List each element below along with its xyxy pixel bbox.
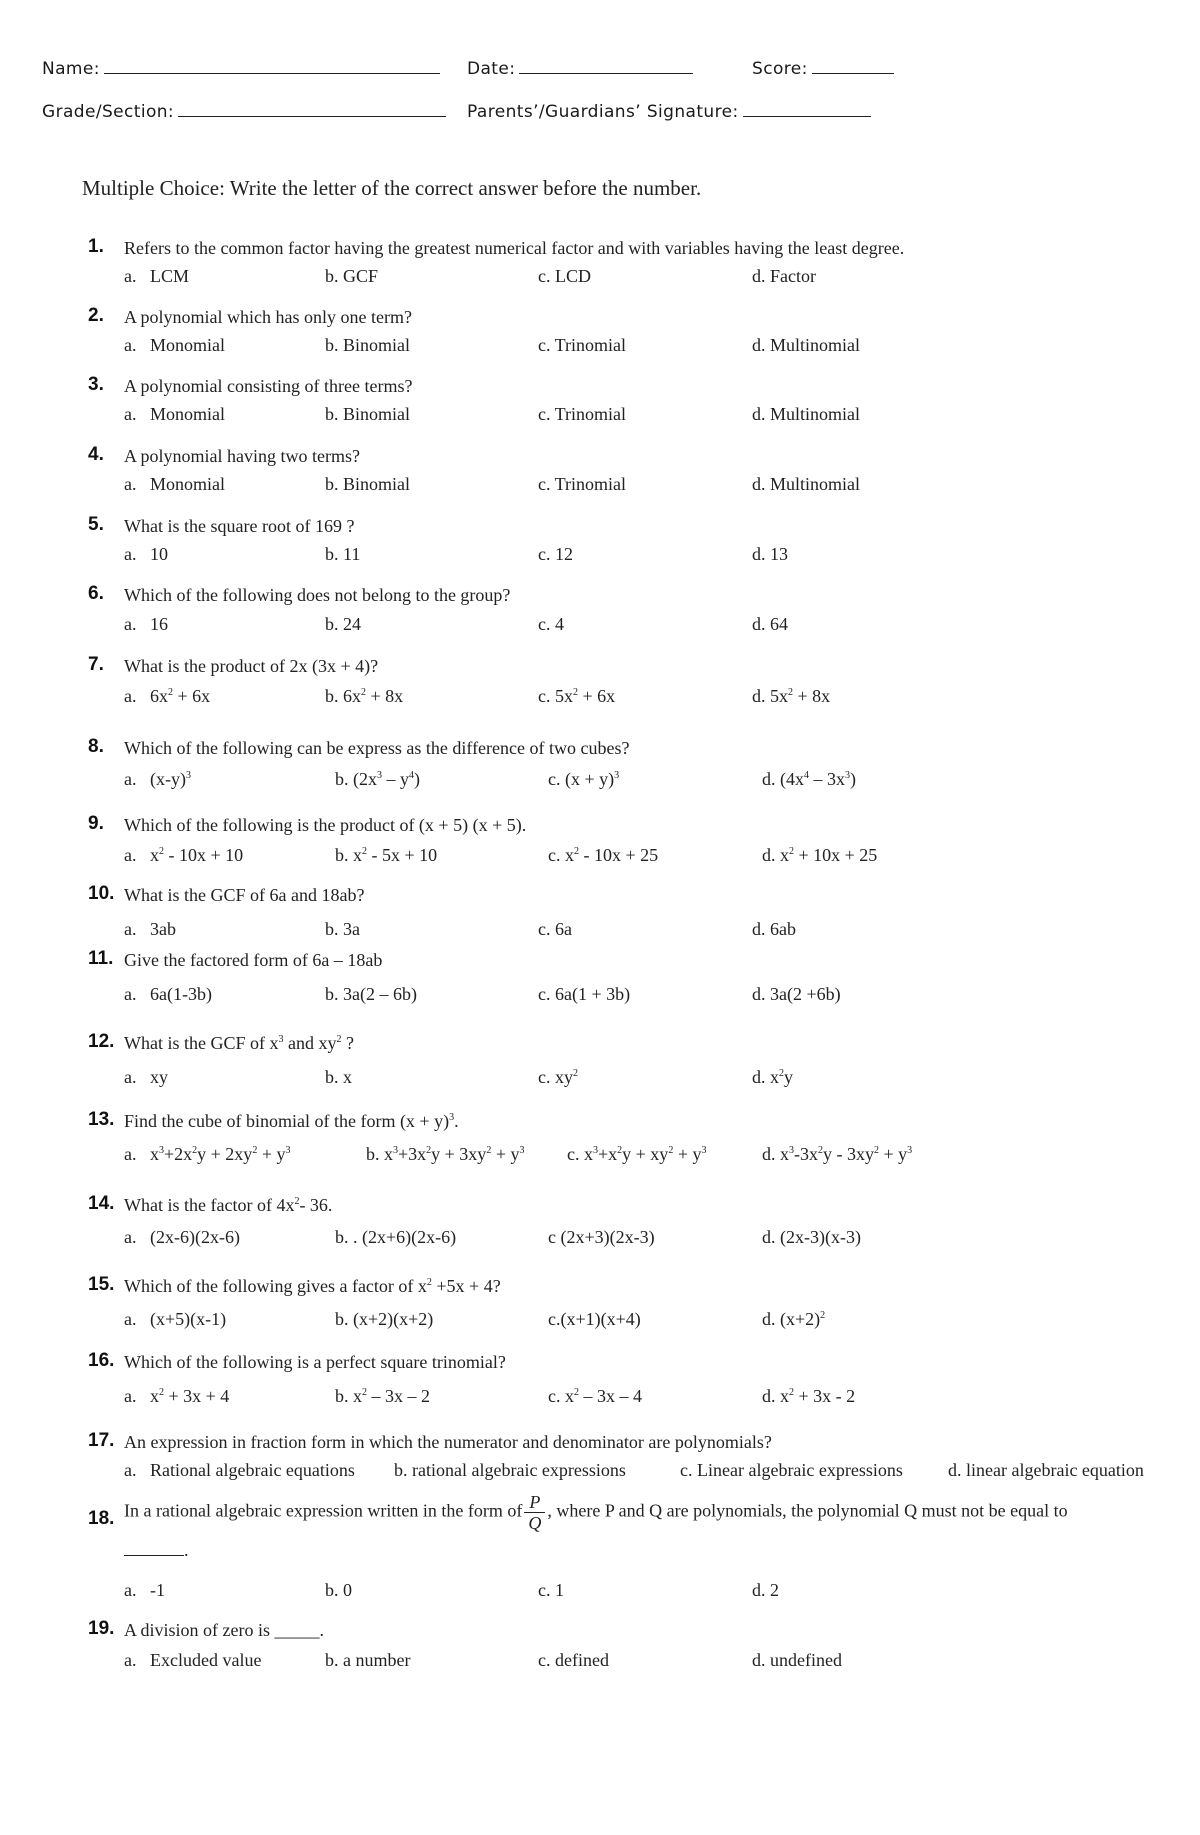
option-c: c. $xy^2$ [538, 1067, 578, 1087]
question-stem: In a rational algebraic expression written in the form of $\frac{P}{Q}$ , where P and Q are polynomials, the polynomial Q must not be equal to [124, 1492, 1068, 1533]
option-b: b. $6x^2 + 8x$ [325, 686, 404, 706]
signature-blank[interactable] [743, 99, 871, 117]
question-number: 14. [88, 1193, 115, 1214]
option-b: b. 3a [325, 919, 360, 939]
option-b: b. a number [325, 1650, 411, 1670]
option-c: c. $5x^2 + 6x$ [538, 686, 616, 706]
question-stem: What is the square root of 169 ? [124, 516, 355, 536]
option-a: a. 3ab [124, 919, 176, 939]
grade-section-label: Grade/Section: [42, 102, 175, 122]
answer-blank: . [124, 1540, 189, 1561]
question-number: 7. [88, 654, 104, 675]
question-stem: A polynomial which has only one term? [124, 307, 412, 327]
question-number: 6. [88, 583, 104, 604]
question-number: 11. [88, 948, 114, 969]
question-stem: A polynomial having two terms? [124, 446, 360, 466]
signature-label: Parents’/Guardians’ Signature: [467, 102, 739, 122]
grade-section-blank[interactable] [178, 99, 446, 117]
option-a: a. Monomial [124, 474, 225, 494]
option-a: a. $(x-y)^3$ [124, 769, 191, 789]
option-a: a. (x+5)(x-1) [124, 1309, 227, 1329]
option-b: b. $x^3+3x^2y + 3xy^2 + y^3$ [366, 1144, 525, 1164]
name-field [42, 56, 440, 79]
question-stem: Refers to the common factor having the greatest numerical factor and with variables having the least degree. [124, 238, 905, 258]
option-a: a. LCM [124, 266, 189, 286]
option-a: a. Rational algebraic equations [124, 1460, 355, 1480]
option-d: d. $x^2 + 3x - 2$ [762, 1386, 856, 1406]
option-c: c. Trinomial [538, 335, 627, 355]
name-label: Name: [42, 59, 100, 79]
question-number: 18. [88, 1508, 115, 1529]
question-number: 16. [88, 1350, 115, 1371]
question-number: 8. [88, 736, 104, 757]
question-stem: What is the GCF of 6a and 18ab? [124, 885, 365, 905]
option-a: a. -1 [124, 1580, 165, 1600]
question-number: 13. [88, 1109, 115, 1130]
option-b: b. 0 [325, 1580, 352, 1600]
option-b: b. $x^2 - 5x + 10$ [335, 845, 438, 865]
question-stem: What is the GCF of $x^3$ and $xy^2$ ? [124, 1033, 354, 1053]
option-c: c. 1 [538, 1580, 564, 1600]
instructions: Multiple Choice: Write the letter of the correct answer before the number. [82, 176, 702, 200]
option-d: d. $x^3-3x^2y - 3xy^2 + y^3$ [762, 1144, 913, 1164]
question-stem: Which of the following does not belong to the group? [124, 585, 511, 605]
question-number: 1. [88, 236, 104, 257]
name-blank[interactable] [104, 56, 440, 74]
option-c: c. $x^2 - 3x - 4$ [548, 1386, 642, 1406]
option-c: c. Trinomial [538, 404, 627, 424]
question-stem: Which of the following can be express as the difference of two cubes? [124, 738, 630, 758]
question-number: 5. [88, 514, 104, 535]
option-c: c. 4 [538, 614, 564, 634]
option-a: a. Monomial [124, 335, 225, 355]
question-number: 10. [88, 883, 115, 904]
option-d: d. $(x+2)^2$ [762, 1309, 826, 1329]
option-b: b. 24 [325, 614, 361, 634]
question-stem: Which of the following is a perfect square trinomial? [124, 1352, 506, 1372]
option-a: a. $x^3+2x^2y + 2xy^2 + y^3$ [124, 1144, 291, 1164]
option-d: d. 13 [752, 544, 788, 564]
option-a: a. 10 [124, 544, 168, 564]
question-stem: Which of the following is the product of (x + 5) (x + 5). [124, 815, 527, 835]
option-b: b. Binomial [325, 335, 410, 355]
question-stem: Find the cube of binomial of the form $(x + y)^3$. [124, 1111, 459, 1131]
option-b: b. GCF [325, 266, 379, 286]
option-b: b. Binomial [325, 404, 410, 424]
option-a: a. $x^2 + 3x + 4$ [124, 1386, 230, 1406]
question-number: 19. [88, 1618, 115, 1639]
option-c: c. LCD [538, 266, 591, 286]
option-d: d. $x^2y$ [752, 1067, 793, 1087]
option-d: d. $(4x^4 - 3x^3)$ [762, 769, 856, 789]
option-c: c. defined [538, 1650, 609, 1670]
question-stem: Give the factored form of 6a – 18ab [124, 950, 383, 970]
option-d: d. linear algebraic equation [948, 1460, 1144, 1480]
option-d: d. 64 [752, 614, 788, 634]
question-number: 2. [88, 305, 104, 326]
option-c: c. Linear algebraic expressions [680, 1460, 903, 1480]
option-b: b. 11 [325, 544, 361, 564]
option-a: a. $6x^2 + 6x$ [124, 686, 211, 706]
question-stem: A division of zero is _____. [124, 1620, 324, 1640]
question-number: 3. [88, 374, 104, 395]
option-b: b. 3a(2 – 6b) [325, 984, 417, 1004]
question-number: 15. [88, 1274, 115, 1295]
option-c: c. $(x + y)^3$ [548, 769, 620, 789]
option-b: b. . (2x+6)(2x-6) [335, 1227, 457, 1247]
option-b: b. $(2x^3 - y^4)$ [335, 769, 420, 789]
option-b: b. Binomial [325, 474, 410, 494]
option-d: d. $5x^2 + 8x$ [752, 686, 831, 706]
option-d: d. 2 [752, 1580, 779, 1600]
question-stem: A polynomial consisting of three terms? [124, 376, 413, 396]
question-number: 4. [88, 444, 104, 465]
option-a: a. 16 [124, 614, 168, 634]
fraction: $\frac{P}{Q}$ [524, 1492, 545, 1533]
option-d: d. undefined [752, 1650, 842, 1670]
grade-section-field [42, 99, 446, 122]
option-c: c. Trinomial [538, 474, 627, 494]
date-field [467, 56, 693, 79]
question-stem: Which of the following gives a factor of $x^2 +5x + 4$? [124, 1276, 501, 1296]
score-field [752, 56, 894, 79]
option-b: b. rational algebraic expressions [394, 1460, 626, 1480]
date-blank[interactable] [519, 56, 693, 74]
option-d: d. Multinomial [752, 404, 860, 424]
option-a: a. $x^2 - 10x + 10$ [124, 845, 244, 865]
signature-field [467, 99, 871, 122]
question-number: 9. [88, 813, 104, 834]
option-c: c. 6a(1 + 3b) [538, 984, 631, 1004]
option-d: d. $x^2 + 10x + 25$ [762, 845, 878, 865]
option-b: b. (x+2)(x+2) [335, 1309, 434, 1329]
option-d: d. (2x-3)(x-3) [762, 1227, 861, 1247]
option-d: d. 3a(2 +6b) [752, 984, 841, 1004]
option-a: a. xy [124, 1067, 168, 1087]
option-d: d. 6ab [752, 919, 796, 939]
option-b: b. x [325, 1067, 352, 1087]
option-d: d. Multinomial [752, 335, 860, 355]
option-c: c (2x+3)(2x-3) [548, 1227, 655, 1247]
question-number: 17. [88, 1430, 115, 1451]
option-a: a. 6a(1-3b) [124, 984, 212, 1004]
date-label: Date: [467, 59, 516, 79]
option-a: a. (2x-6)(2x-6) [124, 1227, 240, 1247]
option-d: d. Factor [752, 266, 816, 286]
question-number: 12. [88, 1031, 115, 1052]
score-label: Score: [752, 59, 808, 79]
option-a: a. Excluded value [124, 1650, 262, 1670]
option-a: a. Monomial [124, 404, 225, 424]
option-c: c. 6a [538, 919, 572, 939]
option-d: d. Multinomial [752, 474, 860, 494]
option-c: c. 12 [538, 544, 573, 564]
option-c: c. $x^2 - 10x + 25$ [548, 845, 659, 865]
question-stem: What is the product of 2x (3x + 4)? [124, 656, 379, 676]
option-c: c.(x+1)(x+4) [548, 1309, 641, 1329]
score-blank[interactable] [812, 56, 894, 74]
option-b: b. $x^2 - 3x - 2$ [335, 1386, 430, 1406]
question-stem: An expression in fraction form in which the numerator and denominator are polynomials? [124, 1432, 772, 1452]
question-stem: What is the factor of $4x^2-$ 36. [124, 1195, 333, 1215]
option-c: c. $x^3+x^2y + xy^2 + y^3$ [567, 1144, 707, 1164]
